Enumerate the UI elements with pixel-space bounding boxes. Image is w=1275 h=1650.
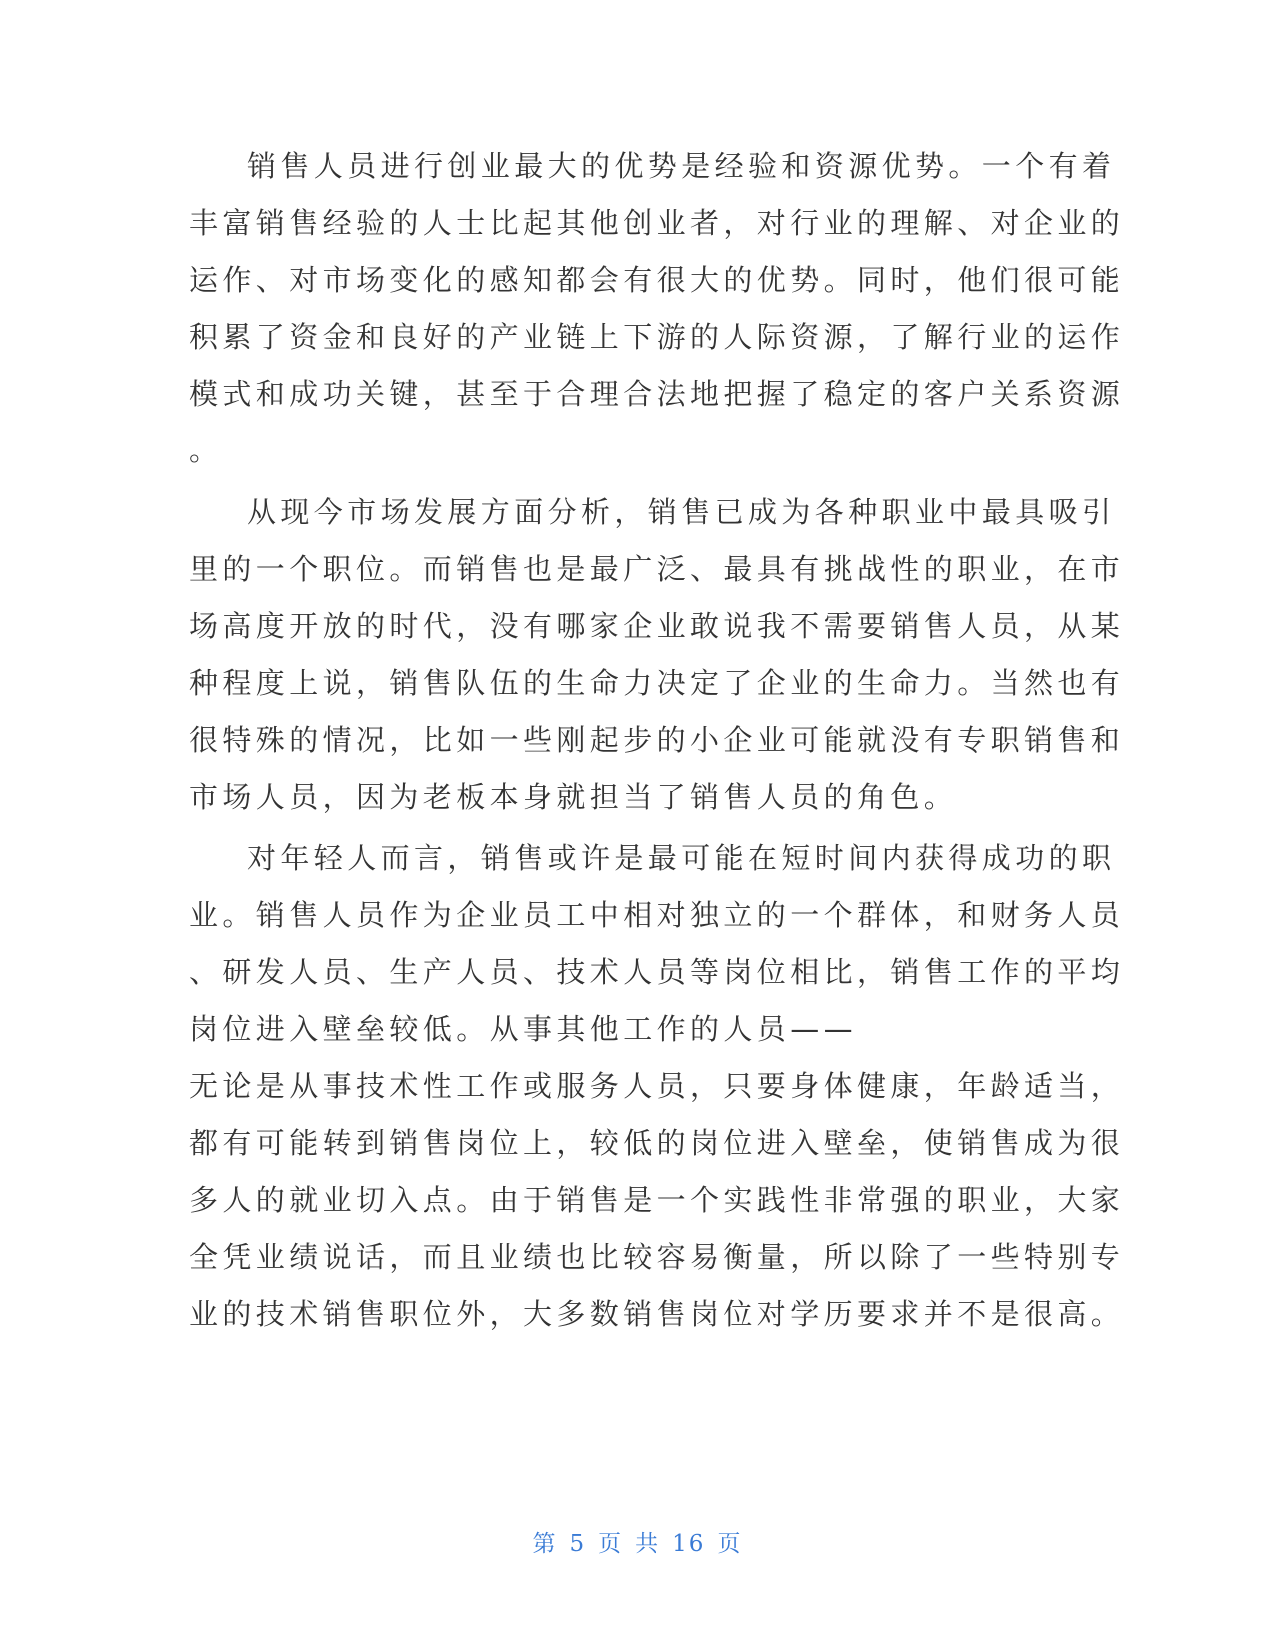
paragraph-3-line-1: 对年轻人而言，销售或许是最可能在短时间内获得成功的职 [247,841,1116,875]
paragraph-3-line-2: 业。销售人员作为企业员工中相对独立的一个群体，和财务人员 [189,898,1125,932]
footer-label-page: 第 [532,1531,558,1557]
footer-label-total: 共 [635,1531,661,1557]
paragraph-3-line-9: 业的技术销售职位外，大多数销售岗位对学历要求并不是很高。 [189,1297,1125,1331]
paragraph-2-line-6: 市场人员，因为老板本身就担当了销售人员的角色。 [189,780,958,814]
paragraph-1-line-2: 丰富销售经验的人士比起其他创业者，对行业的理解、对企业的 [189,206,1125,240]
footer-total-pages: 16 [672,1531,706,1557]
paragraph-1-line-5: 模式和成功关键，甚至于合理合法地把握了稳定的客户关系资源 [189,377,1125,411]
paragraph-2-line-1: 从现今市场发展方面分析，销售已成为各种职业中最具吸引 [247,495,1116,529]
paragraph-3-line-4: 岗位进入壁垒较低。从事其他工作的人员—— [189,1012,858,1046]
paragraph-1-line-6: 。 [189,433,223,467]
paragraph-1-line-1: 销售人员进行创业最大的优势是经验和资源优势。一个有着 [247,149,1116,183]
paragraph-3-line-3: 、研发人员、生产人员、技术人员等岗位相比，销售工作的平均 [189,955,1125,989]
paragraph-2-line-2: 里的一个职位。而销售也是最广泛、最具有挑战性的职业，在市 [189,552,1125,586]
footer-label-end: 页 [717,1531,743,1557]
paragraph-2-line-5: 很特殊的情况，比如一些刚起步的小企业可能就没有专职销售和 [189,723,1125,757]
paragraph-3-line-5: 无论是从事技术性工作或服务人员，只要身体健康，年龄适当， [189,1069,1125,1103]
paragraph-3-line-6: 都有可能转到销售岗位上，较低的岗位进入壁垒，使销售成为很 [189,1126,1125,1160]
footer-label-of: 页 [598,1531,624,1557]
paragraph-1-line-4: 积累了资金和良好的产业链上下游的人际资源，了解行业的运作 [189,320,1125,354]
page-number-footer [0,1525,1275,1558]
paragraph-2-line-3: 场高度开放的时代，没有哪家企业敢说我不需要销售人员，从某 [189,609,1125,643]
paragraph-3-line-7: 多人的就业切入点。由于销售是一个实践性非常强的职业，大家 [189,1183,1125,1217]
paragraph-3-line-8: 全凭业绩说话，而且业绩也比较容易衡量，所以除了一些特别专 [189,1240,1125,1274]
paragraph-1-line-3: 运作、对市场变化的感知都会有很大的优势。同时，他们很可能 [189,263,1125,297]
footer-current-page: 5 [569,1531,587,1557]
paragraph-2-line-4: 种程度上说，销售队伍的生命力决定了企业的生命力。当然也有 [189,666,1125,700]
